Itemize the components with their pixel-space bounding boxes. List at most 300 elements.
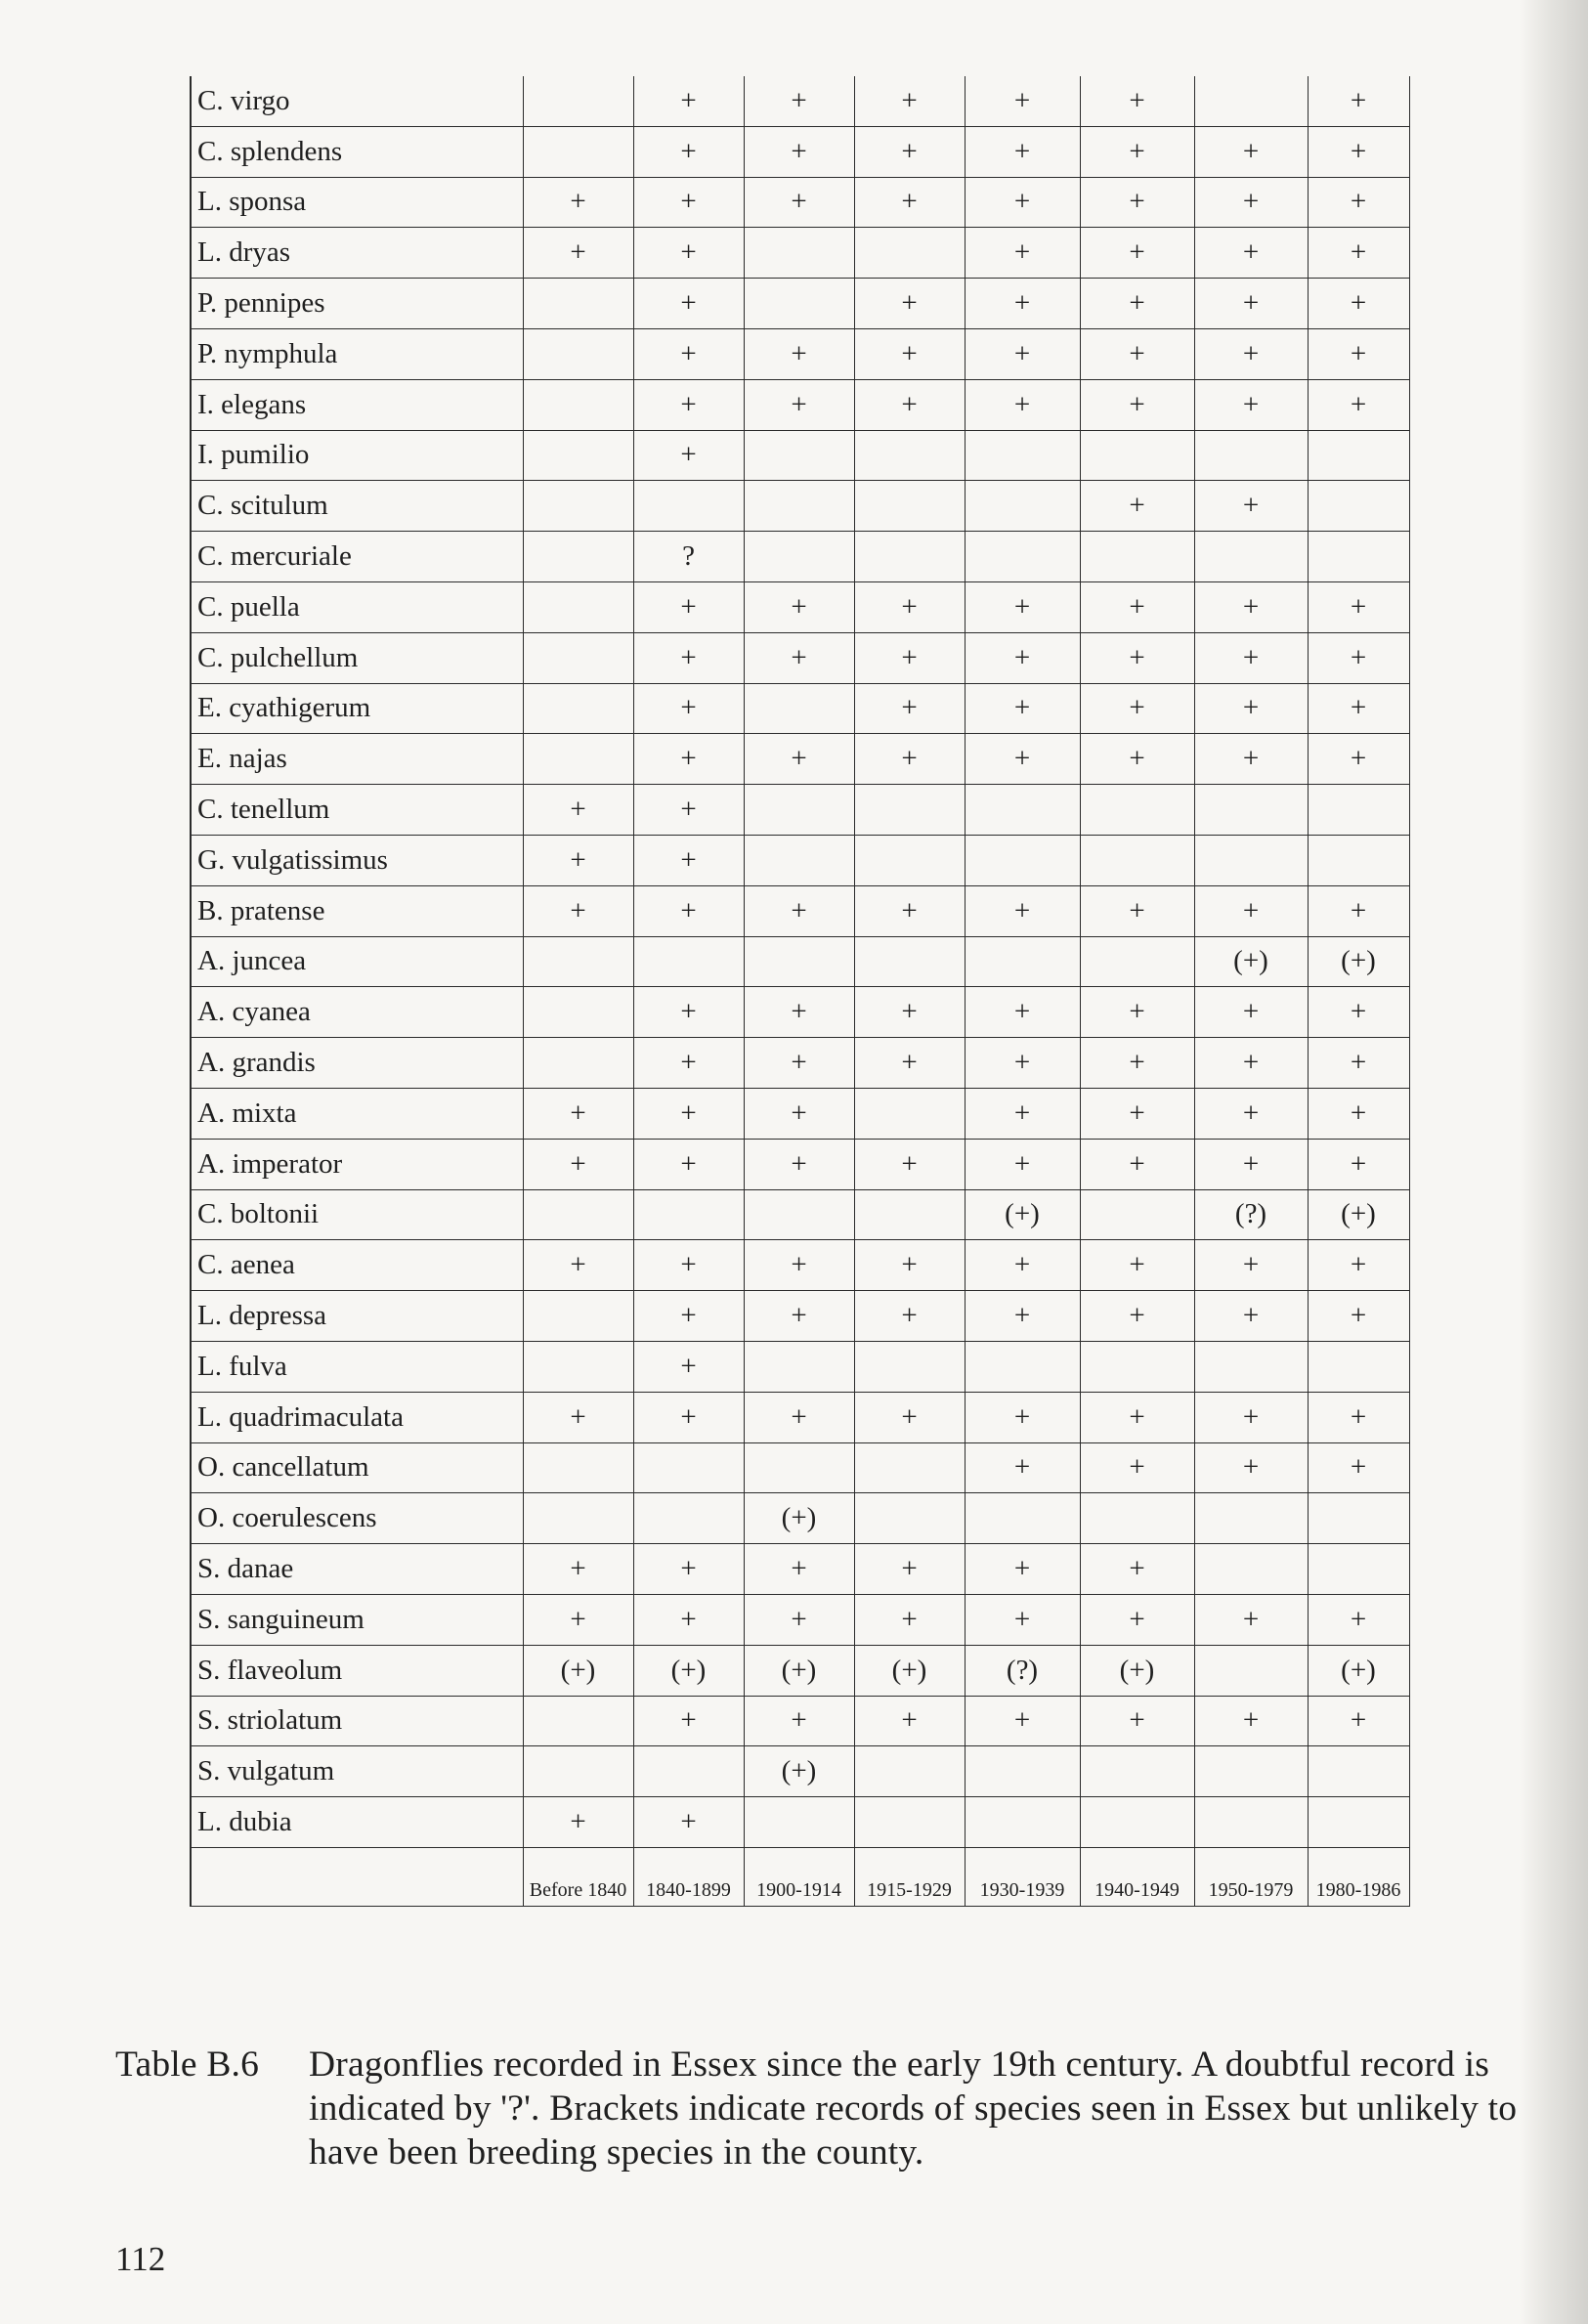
- record-cell: [1308, 1797, 1409, 1848]
- record-cell: +: [1308, 683, 1409, 734]
- record-cell: [1308, 1341, 1409, 1392]
- record-cell: +: [744, 1291, 854, 1342]
- record-cell: [523, 987, 633, 1038]
- record-cell: [523, 76, 633, 126]
- record-cell: +: [633, 734, 744, 785]
- record-cell: [1194, 1797, 1308, 1848]
- species-name: C. mercuriale: [191, 532, 523, 582]
- record-cell: +: [1308, 228, 1409, 279]
- table-row: [191, 1544, 1409, 1595]
- table-row: [191, 632, 1409, 683]
- record-cell: +: [965, 328, 1080, 379]
- record-cell: +: [854, 76, 965, 126]
- record-cell: +: [1194, 126, 1308, 177]
- record-cell: [1080, 936, 1194, 987]
- species-name: O. cancellatum: [191, 1442, 523, 1493]
- record-cell: (+): [854, 1645, 965, 1696]
- species-name: S. sanguineum: [191, 1594, 523, 1645]
- species-name: C. splendens: [191, 126, 523, 177]
- record-cell: +: [744, 1088, 854, 1139]
- table-row: [191, 1594, 1409, 1645]
- record-cell: [1194, 1746, 1308, 1797]
- record-cell: [744, 430, 854, 481]
- table-row: [191, 1088, 1409, 1139]
- record-cell: [965, 1493, 1080, 1544]
- species-name: O. coerulescens: [191, 1493, 523, 1544]
- record-cell: +: [1194, 1139, 1308, 1189]
- table-row: [191, 1291, 1409, 1342]
- record-cell: [965, 1341, 1080, 1392]
- record-cell: +: [1080, 177, 1194, 228]
- record-cell: [744, 228, 854, 279]
- record-cell: [1308, 532, 1409, 582]
- record-cell: +: [633, 1544, 744, 1595]
- table-row: [191, 1746, 1409, 1797]
- record-cell: +: [633, 987, 744, 1038]
- record-cell: +: [965, 885, 1080, 936]
- record-cell: +: [523, 885, 633, 936]
- table-row: [191, 987, 1409, 1038]
- record-cell: +: [633, 885, 744, 936]
- record-cell: [854, 835, 965, 885]
- record-cell: [1308, 1493, 1409, 1544]
- record-cell: [854, 1189, 965, 1240]
- record-cell: [744, 1341, 854, 1392]
- record-cell: +: [633, 683, 744, 734]
- table-row: [191, 1341, 1409, 1392]
- table-row: [191, 1493, 1409, 1544]
- species-name: L. depressa: [191, 1291, 523, 1342]
- record-cell: [633, 1189, 744, 1240]
- species-name: C. virgo: [191, 76, 523, 126]
- record-cell: [523, 1038, 633, 1089]
- record-cell: [854, 1442, 965, 1493]
- record-cell: +: [1308, 987, 1409, 1038]
- record-cell: +: [633, 328, 744, 379]
- record-cell: (+): [523, 1645, 633, 1696]
- species-name: S. flaveolum: [191, 1645, 523, 1696]
- record-cell: +: [854, 1696, 965, 1746]
- record-cell: +: [1080, 885, 1194, 936]
- record-cell: (+): [633, 1645, 744, 1696]
- record-cell: [1194, 785, 1308, 836]
- record-cell: +: [1194, 1392, 1308, 1442]
- record-cell: [1080, 1341, 1194, 1392]
- record-cell: +: [1194, 279, 1308, 329]
- record-cell: +: [965, 76, 1080, 126]
- record-cell: +: [1080, 481, 1194, 532]
- caption-text: Dragonflies recorded in Essex since the early 19th century. A doubtful record is indicated by '?'. Brackets indicate records of species seen in Essex but unlikely to have been breeding species in the county.: [309, 2044, 1518, 2173]
- record-cell: +: [1194, 1291, 1308, 1342]
- record-cell: +: [1308, 279, 1409, 329]
- record-cell: +: [633, 1139, 744, 1189]
- record-cell: [1194, 835, 1308, 885]
- record-cell: [965, 430, 1080, 481]
- species-name: P. pennipes: [191, 279, 523, 329]
- record-cell: +: [633, 76, 744, 126]
- record-cell: +: [744, 1544, 854, 1595]
- record-cell: [965, 1797, 1080, 1848]
- record-cell: +: [1080, 683, 1194, 734]
- record-cell: +: [1308, 632, 1409, 683]
- record-cell: +: [965, 1696, 1080, 1746]
- record-cell: +: [633, 785, 744, 836]
- species-name: E. cyathigerum: [191, 683, 523, 734]
- record-cell: +: [854, 1139, 965, 1189]
- table-row: [191, 481, 1409, 532]
- record-cell: +: [965, 581, 1080, 632]
- table-row: [191, 1189, 1409, 1240]
- record-cell: +: [854, 987, 965, 1038]
- record-cell: +: [965, 279, 1080, 329]
- record-cell: +: [744, 1139, 854, 1189]
- period-header-row: [191, 1847, 1409, 1906]
- record-cell: +: [1308, 1038, 1409, 1089]
- record-cell: +: [744, 126, 854, 177]
- table-row: [191, 1392, 1409, 1442]
- record-cell: +: [965, 1038, 1080, 1089]
- table-row: [191, 430, 1409, 481]
- page-edge-shadow: [1520, 0, 1588, 2324]
- record-cell: [523, 279, 633, 329]
- record-cell: [965, 936, 1080, 987]
- table-row: [191, 1038, 1409, 1089]
- record-cell: [633, 1746, 744, 1797]
- record-cell: +: [1308, 1088, 1409, 1139]
- species-name: C. tenellum: [191, 785, 523, 836]
- record-cell: +: [1080, 1038, 1194, 1089]
- record-cell: [744, 835, 854, 885]
- record-cell: [1194, 1493, 1308, 1544]
- record-cell: [523, 1746, 633, 1797]
- record-cell: +: [523, 1139, 633, 1189]
- period-header: 1940-1949: [1080, 1847, 1194, 1906]
- species-name: C. scitulum: [191, 481, 523, 532]
- record-cell: +: [523, 1088, 633, 1139]
- record-cell: [523, 632, 633, 683]
- record-cell: +: [1308, 1139, 1409, 1189]
- record-cell: +: [965, 1392, 1080, 1442]
- record-cell: ?: [633, 532, 744, 582]
- record-cell: [523, 481, 633, 532]
- record-cell: [523, 683, 633, 734]
- record-cell: +: [854, 279, 965, 329]
- record-cell: [523, 1291, 633, 1342]
- record-cell: (+): [1194, 936, 1308, 987]
- record-cell: [965, 532, 1080, 582]
- table-row: [191, 228, 1409, 279]
- record-cell: [1308, 835, 1409, 885]
- record-cell: +: [633, 126, 744, 177]
- record-cell: +: [1080, 328, 1194, 379]
- table-row: [191, 1139, 1409, 1189]
- record-cell: [1308, 481, 1409, 532]
- species-name: L. dubia: [191, 1797, 523, 1848]
- record-cell: +: [1194, 987, 1308, 1038]
- record-cell: +: [744, 885, 854, 936]
- record-cell: [523, 1493, 633, 1544]
- period-header: 1900-1914: [744, 1847, 854, 1906]
- species-name: A. mixta: [191, 1088, 523, 1139]
- species-name: C. aenea: [191, 1240, 523, 1291]
- record-cell: [1194, 1544, 1308, 1595]
- record-cell: +: [633, 430, 744, 481]
- record-cell: [854, 1746, 965, 1797]
- record-cell: (+): [965, 1189, 1080, 1240]
- record-cell: +: [1080, 1392, 1194, 1442]
- record-cell: +: [1308, 76, 1409, 126]
- table-row: [191, 581, 1409, 632]
- record-cell: [744, 1797, 854, 1848]
- record-cell: +: [744, 76, 854, 126]
- species-name: C. pulchellum: [191, 632, 523, 683]
- record-cell: +: [965, 228, 1080, 279]
- record-cell: +: [854, 1594, 965, 1645]
- record-cell: +: [633, 228, 744, 279]
- table-row: [191, 683, 1409, 734]
- record-cell: +: [854, 1038, 965, 1089]
- record-cell: [523, 1189, 633, 1240]
- record-cell: [523, 1341, 633, 1392]
- record-cell: +: [744, 1392, 854, 1442]
- record-cell: +: [1194, 1442, 1308, 1493]
- record-cell: +: [854, 683, 965, 734]
- record-cell: +: [965, 1594, 1080, 1645]
- record-cell: [1194, 1341, 1308, 1392]
- record-cell: +: [854, 328, 965, 379]
- table-row: [191, 76, 1409, 126]
- record-cell: +: [633, 379, 744, 430]
- record-cell: +: [1080, 126, 1194, 177]
- record-cell: +: [744, 177, 854, 228]
- record-cell: +: [633, 1038, 744, 1089]
- record-cell: +: [1080, 1291, 1194, 1342]
- record-cell: [1080, 1493, 1194, 1544]
- record-cell: [1080, 532, 1194, 582]
- table-row: [191, 1797, 1409, 1848]
- table-row: [191, 126, 1409, 177]
- record-cell: +: [854, 1392, 965, 1442]
- record-cell: (+): [1308, 1645, 1409, 1696]
- record-cell: [523, 379, 633, 430]
- record-cell: (+): [1308, 1189, 1409, 1240]
- record-cell: +: [1308, 1392, 1409, 1442]
- record-cell: +: [633, 835, 744, 885]
- record-cell: +: [1194, 1038, 1308, 1089]
- record-cell: +: [1080, 1594, 1194, 1645]
- species-name: A. cyanea: [191, 987, 523, 1038]
- record-cell: (+): [1080, 1645, 1194, 1696]
- species-name: S. vulgatum: [191, 1746, 523, 1797]
- record-cell: +: [1308, 885, 1409, 936]
- record-cell: +: [1194, 1696, 1308, 1746]
- record-cell: [523, 581, 633, 632]
- period-header: 1950-1979: [1194, 1847, 1308, 1906]
- record-cell: +: [965, 177, 1080, 228]
- record-cell: +: [1080, 1240, 1194, 1291]
- record-cell: +: [1308, 177, 1409, 228]
- record-cell: +: [633, 581, 744, 632]
- record-cell: [1308, 1544, 1409, 1595]
- record-cell: +: [523, 1240, 633, 1291]
- record-cell: +: [744, 581, 854, 632]
- record-cell: [523, 328, 633, 379]
- record-cell: +: [965, 1139, 1080, 1189]
- record-cell: [523, 430, 633, 481]
- record-cell: +: [1080, 1139, 1194, 1189]
- record-cell: +: [1080, 279, 1194, 329]
- record-cell: +: [523, 1544, 633, 1595]
- record-cell: +: [523, 835, 633, 885]
- record-cell: [965, 835, 1080, 885]
- record-cell: [744, 1189, 854, 1240]
- record-cell: [633, 936, 744, 987]
- record-cell: [523, 734, 633, 785]
- record-cell: +: [1308, 1291, 1409, 1342]
- record-cell: +: [1308, 1594, 1409, 1645]
- record-cell: [854, 936, 965, 987]
- record-cell: [1194, 430, 1308, 481]
- record-cell: +: [854, 581, 965, 632]
- header-blank-cell: [191, 1847, 523, 1906]
- species-name: A. imperator: [191, 1139, 523, 1189]
- caption-label: Table B.6: [115, 2044, 260, 2085]
- record-cell: +: [1308, 1696, 1409, 1746]
- record-cell: [854, 1341, 965, 1392]
- record-cell: [1080, 1189, 1194, 1240]
- record-cell: [854, 532, 965, 582]
- record-cell: [854, 1797, 965, 1848]
- record-cell: [744, 279, 854, 329]
- species-name: I. pumilio: [191, 430, 523, 481]
- record-cell: +: [854, 1544, 965, 1595]
- page-number: 112: [115, 2240, 166, 2278]
- record-cell: +: [633, 1341, 744, 1392]
- record-cell: [1080, 1797, 1194, 1848]
- record-cell: [1080, 430, 1194, 481]
- record-cell: +: [854, 885, 965, 936]
- record-cell: [744, 1442, 854, 1493]
- record-cell: +: [965, 1291, 1080, 1342]
- record-cell: +: [633, 1088, 744, 1139]
- record-cell: +: [1080, 379, 1194, 430]
- record-cell: +: [965, 683, 1080, 734]
- record-cell: +: [1194, 632, 1308, 683]
- record-cell: +: [854, 126, 965, 177]
- record-cell: +: [1194, 481, 1308, 532]
- record-cell: [965, 1746, 1080, 1797]
- record-cell: +: [965, 379, 1080, 430]
- record-cell: +: [1308, 581, 1409, 632]
- species-name: P. nymphula: [191, 328, 523, 379]
- record-cell: [523, 1442, 633, 1493]
- record-cell: +: [965, 1442, 1080, 1493]
- record-cell: +: [1080, 1442, 1194, 1493]
- record-cell: +: [965, 987, 1080, 1038]
- record-cell: (?): [1194, 1189, 1308, 1240]
- record-cell: [744, 481, 854, 532]
- record-cell: [854, 430, 965, 481]
- record-cell: (+): [1308, 936, 1409, 987]
- record-cell: +: [1080, 228, 1194, 279]
- record-cell: [965, 785, 1080, 836]
- record-cell: +: [744, 1594, 854, 1645]
- species-name: S. danae: [191, 1544, 523, 1595]
- record-cell: +: [1308, 1442, 1409, 1493]
- record-cell: [1308, 785, 1409, 836]
- record-cell: +: [1194, 1240, 1308, 1291]
- table-row: [191, 1442, 1409, 1493]
- record-cell: +: [1308, 126, 1409, 177]
- record-cell: [1080, 785, 1194, 836]
- species-name: C. puella: [191, 581, 523, 632]
- record-cell: +: [965, 126, 1080, 177]
- record-cell: +: [523, 1392, 633, 1442]
- record-cell: +: [1194, 734, 1308, 785]
- species-name: L. dryas: [191, 228, 523, 279]
- record-cell: +: [633, 1240, 744, 1291]
- record-cell: [633, 1442, 744, 1493]
- table-row: [191, 328, 1409, 379]
- period-header: 1980-1986: [1308, 1847, 1409, 1906]
- record-cell: +: [1308, 328, 1409, 379]
- record-cell: [523, 1696, 633, 1746]
- record-cell: +: [1194, 177, 1308, 228]
- record-cell: +: [633, 1392, 744, 1442]
- record-cell: +: [744, 1038, 854, 1089]
- record-cell: [523, 126, 633, 177]
- record-cell: [744, 532, 854, 582]
- record-cell: +: [1080, 632, 1194, 683]
- record-cell: +: [633, 1696, 744, 1746]
- period-header: 1915-1929: [854, 1847, 965, 1906]
- record-cell: +: [854, 632, 965, 683]
- record-cell: +: [1194, 683, 1308, 734]
- table-row: [191, 1240, 1409, 1291]
- table-row: [191, 734, 1409, 785]
- record-cell: +: [744, 328, 854, 379]
- record-cell: +: [744, 987, 854, 1038]
- table-row: [191, 1696, 1409, 1746]
- table-row: [191, 279, 1409, 329]
- record-cell: +: [523, 785, 633, 836]
- table-row: [191, 379, 1409, 430]
- dragonfly-records-table: [190, 76, 1410, 1907]
- species-name: L. quadrimaculata: [191, 1392, 523, 1442]
- record-cell: +: [1194, 379, 1308, 430]
- period-header: Before 1840: [523, 1847, 633, 1906]
- record-cell: +: [1308, 379, 1409, 430]
- record-cell: [965, 481, 1080, 532]
- record-cell: [854, 1493, 965, 1544]
- record-cell: +: [523, 228, 633, 279]
- table-row: [191, 785, 1409, 836]
- record-cell: +: [1194, 581, 1308, 632]
- record-cell: [744, 785, 854, 836]
- record-cell: +: [854, 1291, 965, 1342]
- record-cell: [633, 1493, 744, 1544]
- table-row: [191, 936, 1409, 987]
- record-cell: +: [1080, 1696, 1194, 1746]
- record-cell: +: [965, 1088, 1080, 1139]
- record-cell: +: [854, 379, 965, 430]
- record-cell: +: [1308, 734, 1409, 785]
- species-name: I. elegans: [191, 379, 523, 430]
- record-cell: +: [965, 1544, 1080, 1595]
- record-cell: +: [744, 1240, 854, 1291]
- record-cell: +: [633, 632, 744, 683]
- record-cell: +: [1194, 228, 1308, 279]
